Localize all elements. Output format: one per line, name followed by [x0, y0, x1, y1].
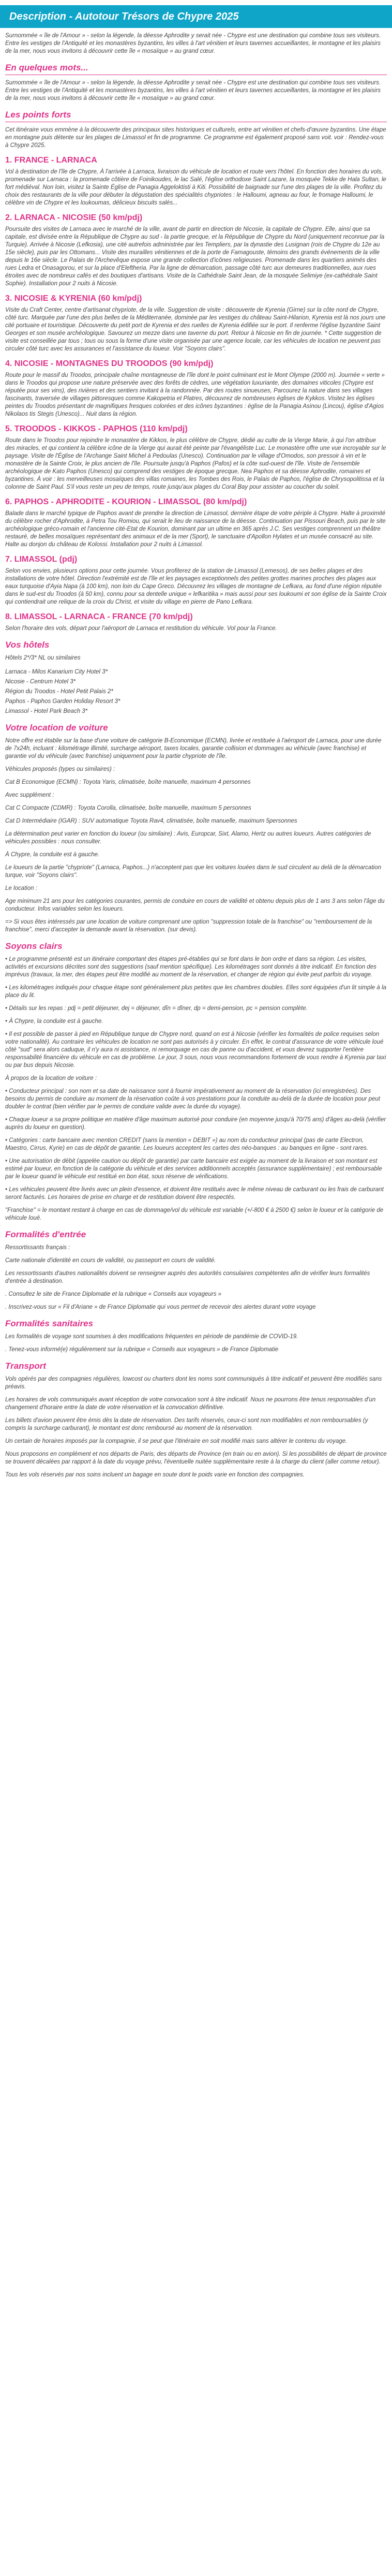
paragraph: Cat D Intermédiaire (IGAR) : SUV automatique Toyota Rav4, climatisée, boîte manuelle, maximum 5personnes	[5, 818, 297, 824]
section-heading-car: Votre location de voiture	[5, 723, 108, 733]
paragraph: • Catégories : carte bancaire avec mention CREDIT (sans la mention « DEBIT ») au nom du conducteur principal (pas de carte Electron, Maestro, Cirrus, Kyrie) en cas de dépôt de garantie. Les loueurs acceptent les cartes des néo-banques : au banques en ligne - sont rares.	[5, 1137, 368, 1151]
list-item: Nicosie - Centrum Hotel 3*	[5, 679, 76, 685]
main-content	[0, 28, 392, 1479]
day-text-3: Visite du Craft Center, centre d'artisanat chypriote, de la ville. Suggestion de visite : découverte de Kyrenia (Girne) sur la côte nord de Chypre, côté turc. Marquée par l'une des plus belles de la Méditerranée, dominée par les vestiges du château Saint-Hilarion, Kyrenia est là nos jours une cité portuaire et touristique. Découverte du petit port de Kyrenia et des ruelles de Kyrenia édifiée sur le port. Il renferme l'église byzantine Saint Georges et son musée archéologique. Savourez un mezze dans une taverne du port. Retour à Nicosie en fin de journée. * Cette suggestion de visite est conseillée par tous ; tous ou sous la forme d'une visite organisée par une agence locale, car les véhicules de location ne peuvent pas circuler côté turc avec les assurances et l'assistance du loueur. Voir "Soyons clairs".	[5, 307, 386, 352]
paragraph: • Une autorisation de débit (appelée caution ou dépôt de garantie) par carte bancaire est exigée au moment de la livraison et son montant est estimé par loueur, en fonction de la catégorie du véhicule et des services additionnels acceptés (assurance supplémentaire) ; est remboursable par le loueur quand le véhicule est restitué en bon état, sous réserve de vérifications.	[5, 1158, 382, 1180]
paragraph: Notre offre est établie sur la base d'une voiture de catégorie B-Economique (ECMN), livrée et restituée à l'aéroport de Larnaca, pour une durée de 7x24h, incluant : kilométrage illimité, surcharge aéroport, taxes locales, garantie collision et dommages au véhicule (avec franchise) et garantie vol du véhicule (avec franchise) uniquement pour la partie chypriote de l'île.	[5, 738, 382, 759]
day-text-6: Balade dans le marché typique de Paphos avant de prendre la direction de Limassol, dernière étape de votre périple à Chypre. Halte à proximité du célèbre rocher d'Aphrodite, à Petra Tou Romiou, qui serait le lieu de naissance de la déesse. Continuation par Pissouri Beach, puis par le site archéologique gréco-romain et l'ancienne cité-Etat de Kourion, dominant par un ultime en 365 après J.C. Ses vestiges comprennent un théâtre restauré, de belles mosaïques représentant des animaux et de la mer (Sport), le sanctuaire d'Apollon Hylates et un musée consacré au site. Halte au donjon du château de Kolossi. Installation pour 2 nuits à Limassol.	[5, 510, 386, 548]
paragraph: Carte nationale d'identité en cours de validité, ou passeport en cours de validité.	[5, 1257, 216, 1264]
day-text-7: Selon vos envies, plusieurs options pour cette journée. Vous profiterez de la station de Limassol (Lemesos), de ses belles plages et des installations de votre hôtel. Direction l'extrémité est de l'île et les paysages exceptionnels des petites grottes marines proches des plages aux eaux turquoise d'Ayia Napa (à 100 km), non loin du Cape Greco. Découvrez les villages de montagne de Lefkara, au fond d'une région réputée dans le sud-est du Troodos (à 50 km), connu pour sa dentelle unique « lefkaritika » mais aussi pour ses loukoumi et son église de la Sainte Croix qui contiendrait une relique de la croix du Christ, et visite du village en pierre de Pano Lefkara.	[5, 568, 387, 605]
paragraph: Véhicules proposés (types ou similaires) :	[5, 766, 115, 772]
day-text-2: Poursuite des visites de Larnaca avec le marché de la ville, avant de partir en direction de Nicosie, la capitale de Chypre. Elle, ainsi que sa capitale, est divisée entre la République de Chypre au sud - la partie grecque, et la République de Chypre du Nord (uniquement reconnue par la Turquie). Arrivée à Nicosie (Lefkosia), une cité autrefois administrée par les Templiers, par la dynastie des Lusignan (rois de Chypre du 12e au 15e siècle), puis par les Ottomans... Visite des murailles vénitiennes et de la porte de Famagouste, témoins des grands événements de la ville depuis le 16e siècle. Le Palais de l'Archevêque expose une grande collection d'icônes religieuses. Promenade dans les quartiers animés des rues Ledra et Onasagorou, et sur la place d'Eleftheria. Par la ligne de démarcation, passage côté turc aux demeures traditionnelles, aux rues étroites avec de nombreux cafés et des boutiques d'artisans. Visite de la Cathédrale Saint Jean, de la mosquée Selimiye (ex-cathédrale Saint Sophie). Installation pour 2 nuits à Nicosie.	[5, 226, 385, 287]
paragraph: Le loueurs de la partie "chypriote" (Larnaca, Paphos...) n'acceptent pas que les voitures louées dans le sud circulent au delà de la démarcation turque, voir "Soyons clairs".	[5, 865, 381, 879]
paragraph: • Conducteur principal : son nom et sa date de naissance sont à fournir impérativement au moment de la réservation (ici enregistrées). Des besoins du permis de conduire au moment de la réservation coûte à vos prestations pour la conduite au-delà de la durée de location pour peut doubler le contrat (bien vérifier par le permis de conduire valide avec la durée du voyage).	[5, 1088, 380, 1110]
paragraph: Avec supplément :	[5, 792, 54, 798]
intro-paragraph: Surnommée « île de l'Amour » - selon la légende, la déesse Aphrodite y serait née - Chypre est une destination qui combine tous ses visiteurs. Entre les vestiges de l'Antiquité et les monastères byzantins, les villes à l'art vénitien et leurs tavernes accueillantes, le montagne et les plaisirs de la mer, nous vous invitons à découvrir cette île « mosaïque » au grand cœur.	[5, 33, 381, 54]
page-title: Description - Autotour Trésors de Chypre 2025	[9, 11, 239, 22]
list-item: Région du Troodos - Hotel Petit Palais 2*	[5, 689, 113, 695]
paragraph: "Franchise" = le montant restant à charge en cas de dommage/vol du véhicule est variable (+/-800 € à 2500 €) selon le loueur et la catégorie de véhicule loué.	[5, 1207, 384, 1221]
paragraph: Les billets d'avion peuvent être émis dès la date de réservation. Des tarifs réservés, ceux-ci sont non modifiables et non remboursables (y compris la surcharge carburant), le montant est donc remboursé au moment de la réservation.	[5, 1417, 368, 1431]
paragraph: . Inscrivez-vous sur « Fil d'Ariane » de France Diplomatie qui vous permet de recevoir des alertes durant votre voyage	[5, 1304, 316, 1310]
paragraph: Vols opérés par des compagnies régulières, lowcost ou charters dont les noms sont communiqués à titre indicatif et peuvent être modifiés sans préavis.	[5, 1376, 382, 1390]
paragraph: • Les véhicules peuvent être livrés avec un plein d'essence, et doivent être restitués avec le même niveau de carburant ou les frais de carburant seront facturés. Les horaires de prise en charge et de restitution doivent être respectés.	[5, 1187, 384, 1201]
list-item: Limassol - Hotel Park Beach 3*	[5, 708, 88, 714]
section-heading-points-forts: Les points forts	[5, 110, 387, 122]
paragraph: Age minimum 21 ans pour les catégories courantes, permis de conduire en cours de validité et obtenu depuis plus de 1 ans 3 ans selon l'âge du conducteur. Infos variables selon les loueurs.	[5, 898, 385, 912]
paragraph: À propos de la location de voiture :	[5, 1075, 97, 1081]
paragraph: Surnommée « île de l'Amour » - selon la légende, la déesse Aphrodite y serait née - Chypre est une destination qui combine tous ses visiteurs. Entre les vestiges de l'Antiquité et les monastères byzantins, les villes à l'art vénitien et leurs tavernes accueillantes, la montagne et les plaisirs de la mer, nous vous invitons à découvrir cette île « mosaïque » au grand cœur.	[5, 80, 381, 101]
paragraph: • Détails sur les repas : pdj = petit déjeuner, dej = déjeuner, dîn = dîner, dp = demi-pension, pc = pension complète.	[5, 1005, 308, 1012]
section-heading-formalites: Formalités d'entrée	[5, 1230, 86, 1239]
paragraph: Les formalités de voyage sont soumises à des modifications fréquentes en période de pandémie de COVID-19.	[5, 1334, 298, 1340]
day-text-1: Vol à destination de l'île de Chypre, À l'arrivée à Larnaca, livraison du véhicule de location et route vers l'hôtel. En fonction des horaires du vols, promenade sur Larnaca : la promenade côtière de Foinikoudes, le lac Salé, l'église orthodoxe Saint Lazare, la mosquée Tekke de Hala Sultan, le fort médiéval. Non loin, visitez la Sainte Église de Panagia Aggeloktisti à Kiti. Possibilité de baignade sur l'une des plages de la ville. Profitez du choix des restaurants de la ville pour débuter la dégustation des spécialités chypriotes : le Halloumi, agneau au four, le fromage Halloumi, le célèbre vin de Chypre et les loukoumas, délicieux biscuits salés...	[5, 169, 386, 206]
day-heading-7: 7. LIMASSOL (pdj)	[5, 555, 78, 564]
paragraph: Tous les vols réservés par nos soins incluent un bagage en soute dont le poids varie en fonction des compagnies.	[5, 1472, 305, 1478]
header-banner	[0, 5, 392, 28]
day-heading-4: 4. NICOSIE - MONTAGNES DU TROODOS (90 km/pdj)	[5, 359, 214, 368]
paragraph: Les horaires de vols communiqués avant réception de votre convocation sont à titre indicatif. Nous ne pourrons être tenus responsables d'un changement d'horaire entre la date de votre réservation et la convocation définitive.	[5, 1397, 376, 1411]
paragraph: Les ressortissants d'autres nationalités doivent se renseigner auprès des autorités consulaires compétentes afin de vérifier leurs formalités d'entrée à destination.	[5, 1270, 370, 1284]
day-heading-5: 5. TROODOS - KIKKOS - PAPHOS (110 km/pdj)	[5, 425, 188, 433]
day-heading-3: 3. NICOSIE & KYRENIA (60 km/pdj)	[5, 294, 142, 303]
paragraph: • Les kilométrages indiqués pour chaque étape sont généralement plus petites que les chambres doubles. Elles sont équipées d'un lit simple à la place du lit.	[5, 985, 386, 999]
day-heading-6: 6. PAPHOS - APHRODITE - KOURION - LIMASSOL (80 km/pdj)	[5, 497, 247, 506]
paragraph: . Consultez le site de France Diplomatie et la rubrique « Conseils aux voyageurs »	[5, 1291, 222, 1297]
paragraph: Ressortissants français :	[5, 1245, 70, 1251]
hotels-intro: Hôtels 2*/3* NL ou similaires	[5, 655, 81, 661]
paragraph: Le location :	[5, 885, 38, 891]
paragraph: Cat B Economique (ECMN) : Toyota Yaris, climatisée, boîte manuelle, maximum 4 personnes	[5, 779, 251, 785]
section-heading-transport: Transport	[5, 1361, 47, 1371]
paragraph: • Il est possible de passer à pied en République turque de Chypre nord, quand on est à Nicosie (vérifier les formalités de police requises selon votre nationalité). Au contraire les véhicules de location ne sont pas autorisés à y circuler. En effet, le contrat d'assurance de votre véhicule loué côté "sud" sera alors caduque, il n'y aura ni assistance, ni remorquage en cas de panne ou d'accident, et vous devrez supporter l'entière responsabilité financière du véhicule en cas de problème. Le jour, 3 sous, nous vous recommandons fortement de vous rendre à Kyrenia par taxi ou par bus depuis Nicosie.	[5, 1031, 386, 1069]
paragraph: => Si vous êtes intéressés par une location de voiture comprenant une option "suppression totale de la franchise" ou "remboursement de la franchise", merci d'accepter la demande avant la réservation. (sur devis).	[5, 919, 372, 933]
day-heading-1: 1. FRANCE - LARNACA	[5, 156, 97, 165]
day-text-8: Selon l'horaire des vols, départ pour l'aéroport de Larnaca et restitution du véhicule. Vol pour la France.	[5, 625, 277, 632]
paragraph: • Le programme présenté est un itinéraire comportant des étapes pré-établies qui se font dans le bon ordre et dans sa région. Les visites, activités et excursions décrites sont des suggestions (sauf mention spécifique). Les kilométrages sont donnés à titre indicatif. En fonction des imprévus (travaux, la mer, des étapes peut être modifié au moment de la réservation, et changer de région qui évite peut parfois du voyage.	[5, 956, 376, 978]
section-heading-soyons-clairs: Soyons clairs	[5, 941, 63, 951]
day-heading-8: 8. LIMASSOL - LARNACA - FRANCE (70 km/pdj)	[5, 612, 193, 621]
paragraph: Cet itinéraire vous emmène à la découverte des principaux sites historiques et culturels, entre art vénitien et chefs-d'œuvre byzantins. Une étape en montagne puis détente sur les plages de Limassol et fin de programme. Ce programme est également proposé sans voit. voir : Rendez-vous à Chypre 2025.	[5, 127, 386, 149]
hotel-list	[5, 654, 387, 715]
paragraph: Un certain de horaires imposés par la compagnie, il se peut que l'itinéraire en soit modifié mais sans altérer le contenu du voyage.	[5, 1438, 348, 1444]
list-item: Paphos - Paphos Garden Holiday Resort 3*	[5, 698, 120, 705]
paragraph: • À Chypre, la conduite est à gauche.	[5, 1018, 103, 1024]
paragraph: . Tenez-vous informé(e) régulièrement sur la rubrique « Conseils aux voyageurs » de France Diplomatie	[5, 1346, 279, 1353]
list-item: Larnaca - Milos Kanarium City Hotel 3*	[5, 669, 108, 675]
page	[0, 5, 392, 1479]
paragraph: La détermination peut varier en fonction du loueur (ou similaire) : Avis, Europcar, Sixt, Alamo, Hertz ou autres loueurs. Autres catégories de véhicules possibles : nous consulter.	[5, 831, 371, 845]
paragraph: Cat C Compacte (CDMR) : Toyota Corolla, climatisée, boîte manuelle, maximum 5 personnes	[5, 805, 251, 811]
paragraph: À Chypre, la conduite est à gauche.	[5, 852, 100, 858]
paragraph: Nous proposons en complément et nos départs de Paris, des départs de Province (en train ou en avion). Si les possibilités de départ de province se trouvent décalées par rapport à la date du voyage prévu, l'éventuelle nuitée supplémentaire reste à la charge du client (aller comme retour).	[5, 1451, 387, 1465]
day-heading-2: 2. LARNACA - NICOSIE (50 km/pdj)	[5, 213, 143, 222]
paragraph: • Chaque loueur a sa propre politique en matière d'âge maximum autorisé pour conduire (en moyenne jusqu'à 70/75 ans) d'âges au-delà (vérifier auprès du loueur en question).	[5, 1117, 386, 1131]
section-heading-hotels: Vos hôtels	[5, 640, 50, 650]
day-text-5: Route dans le Troodos pour rejoindre le monastère de Kikkos, le plus célèbre de Chypre, dédié au culte de la Vierge Marie, à qui l'on attribue des miracles, et qui contient la célèbre icône de la Vierge qui aurait été peinte par l'évangéliste Luc. Le monastère offre une vue incroyable sur le paysage. Visite de l'Église de l'Archange Saint Michel à Pedoulas (Unesco). Continuation par le village d'Omodos, son pressoir à vin et le monastère de la Sainte Croix, le plus ancien de l'île. Poursuite jusqu'à Paphos (Pafos) et la côte sud-ouest de l'île. Visite de l'ensemble archéologique de Kato Paphos (Unesco) qui comprend des vestiges de époque grecque, Nea Paphos et sa déesse Aphrodite, romaines et byzantines. À voir : les merveilleuses mosaïques des villas romaines, les Tombes des Rois, le Palais de Paphos, l'église de Chrysopolitissa et la colonne de Saint Paul. S'il vous reste un peu de temps, route jusqu'aux plages du Coral Bay pour assister au coucher du soleil.	[5, 437, 386, 490]
day-text-4: Route pour le massif du Troodos, principale chaîne montagneuse de l'île dont le point culminant est le Mont Olympe (2000 m). Journée « verte » dans le Troodos qui propose une nature préservée avec des forêts de cèdres, une végétation luxuriante, des domaines viticoles (Chypre est réputée pour ses vins), des rivières et des sentiers invitant à la randonnée. Par des routes sinueuses, Parcourez la nature dans ses villages fascinants, traversée de villages pittoresques comme Kakopetria et Platres, découvrez de nombreuses églises de Kykkos. Visitez les églises peintes du Troodos présentant de magnifiques fresques colorées et des icônes byzantines : église de la Panagia Asinou (Lincou), église d'Agios Nikolaos tis Stegis (Unesco)... Nuit dans la région.	[5, 372, 385, 417]
section-heading-sanitaires: Formalités sanitaires	[5, 1319, 94, 1328]
section-heading-quelques-mots: En quelques mots...	[5, 63, 387, 75]
